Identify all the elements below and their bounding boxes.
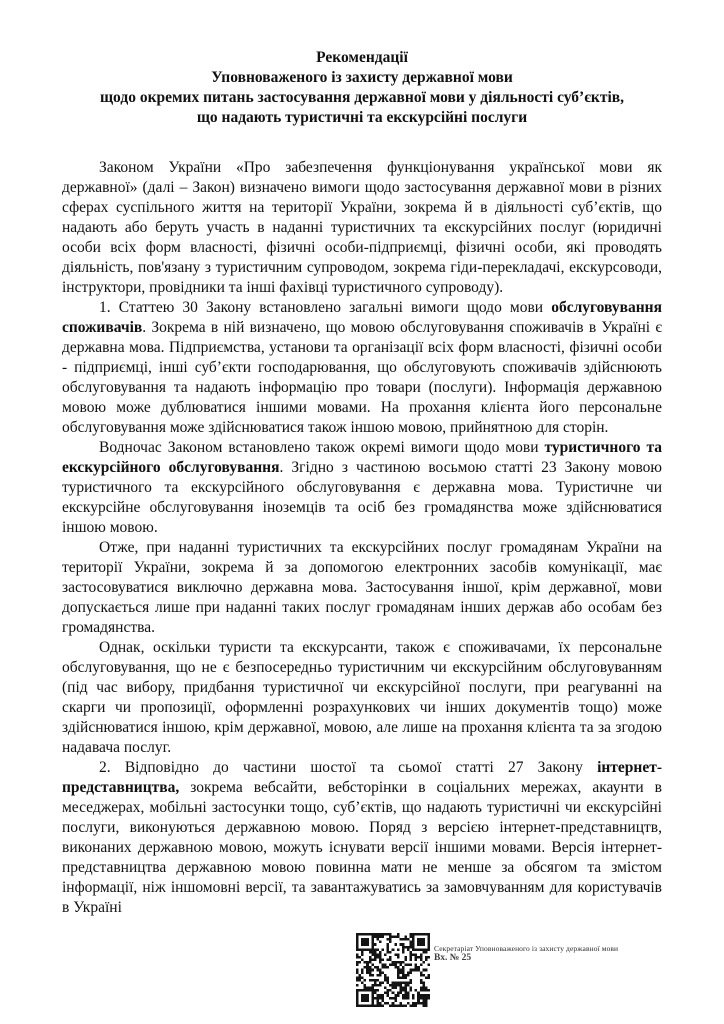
qr-code-icon xyxy=(356,933,430,1007)
paragraph-2 xyxy=(62,298,662,438)
title-line-1: Рекомендації xyxy=(316,49,408,66)
registration-stamp xyxy=(356,931,666,1011)
stamp-secretariat-line: Секретаріат Уповноваженого із захисту державної мови xyxy=(434,944,619,953)
title-line-4: що надають туристичні та екскурсійні послуги xyxy=(196,109,528,126)
text-segment: туристичного та екскурсійного обслуговування xyxy=(62,439,662,476)
document-title xyxy=(62,48,662,128)
text-segment: Законом України «Про забезпечення функціонування української мови як державної» (далі – Закон) визначено вимоги щодо застосування державної мови в різних сферах суспільного життя на території України, зокрема й в діяльності суб’єктів, що надають або беруть участь в наданні туристичних та екскурсійних послуг (юридичні особи всіх форм власності, фізичні особи-підприємці, фізичні особи, які проводять діяльність, пов'язану з туристичним супроводом, зокрема гіди-перекладачі, екскурсоводи, інструктори, провідники та інші фахівці туристичного супроводу). xyxy=(62,159,662,296)
title-line-2: Уповноваженого із захисту державної мови xyxy=(211,69,513,86)
text-segment: Водночас Законом встановлено також окремі вимоги щодо мови xyxy=(99,439,545,456)
paragraph-4 xyxy=(62,538,662,638)
paragraph-5 xyxy=(62,638,662,758)
paragraph-1 xyxy=(62,158,662,298)
document-body xyxy=(62,158,662,918)
paragraph-3 xyxy=(62,438,662,538)
text-segment: . Зокрема в ній визначено, що мовою обслуговування споживачів в Україні є державна мова. Підприємства, установи та організації всіх форм власності, фізичні особи - підприємці, інші суб’єкти господарювання, що обслуговують споживачів здійснюють обслуговування та надають інформацію про товари (послуги). Інформація державною мовою може дублюватися іншими мовами. На прохання клієнта його персональне обслуговування може здійснюватися також іншою мовою, прийнятною для сторін. xyxy=(62,319,662,436)
text-segment: Однак, оскільки туристи та екскурсанти, також є споживачами, їх персональне обслуговування, що не є безпосередньо туристичним чи екскурсійним обслуговуванням (під час вибору, придбання туристичної чи екскурсійної послуги, при реагуванні на скарги чи пропозиції, оформленні розрахункових чи інших документів тощо) може здійснюватися іншою, крім державної, мовою, але лише на прохання клієнта та за згодою надавача послуг. xyxy=(62,639,662,756)
text-segment: . Згідно з частиною восьмою статті 23 Закону мовою туристичного та екскурсійного обслуговування є державна мова. Туристичне чи екскурсійне обслуговування іноземців та осіб без громадянства може здійснюватися іншою мовою. xyxy=(62,459,663,536)
stamp-incoming-number: Вх. № 25 xyxy=(434,953,472,963)
text-segment: Отже, при наданні туристичних та екскурсійних послуг громадянам України на території України, зокрема й за допомогою електронних засобів комунікації, має застосовуватися виключно державна мова. Застосування іншої, крім державної, мови допускається лише при наданні таких послуг громадянам інших держав або особам без громадянства. xyxy=(62,539,662,636)
paragraph-6 xyxy=(62,758,662,918)
text-segment: 1. Статтею 30 Закону встановлено загальні вимоги щодо мови xyxy=(99,299,552,316)
text-segment: інтернет-представництва, xyxy=(62,759,662,796)
text-segment: 2. Відповідно до частини шостої та сьомої статті 27 Закону xyxy=(99,759,598,776)
text-segment: обслуговування споживачів xyxy=(62,299,662,336)
title-line-3: щодо окремих питань застосування державної мови у діяльності суб’єктів, xyxy=(99,89,625,106)
text-segment: зокрема вебсайти, вебсторінки в соціальних мережах, акаунти в меседжерах, мобільні застосунки тощо, суб’єктів, що надають туристичні чи екскурсійні послуги, виконуються державною мовою. Поряд з версією інтернет-представництв, виконаних державною мовою, можуть існувати версії іншими мовами. Версія інтернет-представництва державною мовою повинна мати не менше за обсягом та змістом інформації, ніж іншомовні версії, та завантажуватись за замовчуванням для користувачів в Україні xyxy=(62,779,662,916)
stamp-text xyxy=(434,944,618,964)
